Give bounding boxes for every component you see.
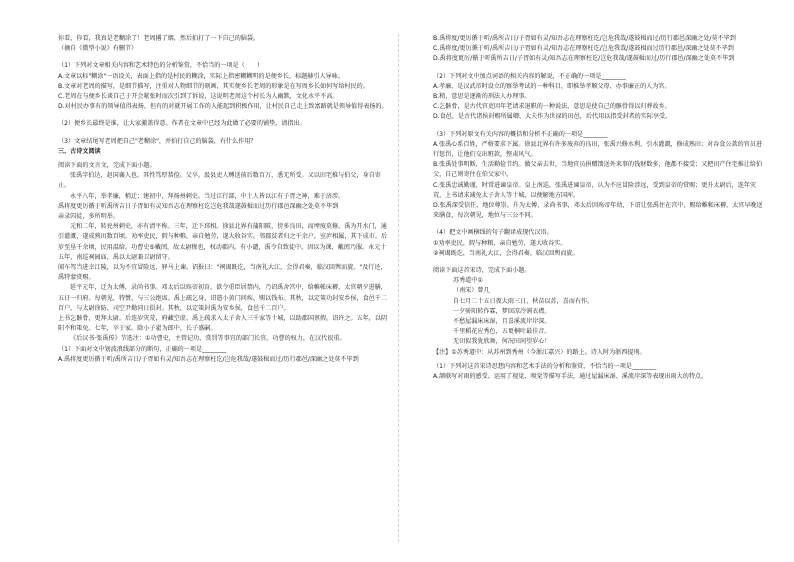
question-4-option-a: A.禹将度更厉循于听/禹所吉日/子胥如有灵/知吾志在理察枉讫/岂危我哉/遂鼓楫而过/历行郡邑/深幽之处莫不毕到 bbox=[58, 355, 359, 363]
question-6-option-b: B.张禹处事明断，生活勤俭节约。做父亲去世，当地官员捐赠馈送外来事的钱财数多，他都不接受；又把田产住宅推让给伯父，自己则寄住在伯父家中。 bbox=[433, 161, 763, 179]
passage-paragraph: 亲录囚徒，多所明举。 bbox=[58, 213, 119, 221]
question-1-option-c: C.老周在与便乡长谈自己于开会紧张时而次引到了诉说，这说明老周这个村长为人幽默，文化水平不高。 bbox=[58, 93, 339, 101]
question-4-option-b: B.禹将度/更厉循于听/禹所吉日/子胥如有灵/知吾志在理察枉讫/岂危我哉/遂鼓楫而过/历行郡邑深幽之处/莫不毕到 bbox=[433, 35, 736, 42]
passage-paragraph: 闻车驾当进幸江陵，以为不宜冒险远，驿马上谏。诏报曰："祠谒既讫，当南礼大江，会得君奏，临汉回舆而旋。"及行还，禹特蒙赏赐。 bbox=[58, 264, 387, 282]
question-1-option-b: B.文章对老周的描写，是细节描写，注重对人物细节的刻画，其实便乡长老周的形象是在写周乡长如何写给村民的。 bbox=[58, 82, 369, 90]
question-5-option-c: C.乞骸骨，是古代官吏因年老请求退职的一种说法，意思是使自己的骸骨得以归葬故乡。 bbox=[433, 103, 671, 111]
poem-subtitle: 自七月二十五日夜大雨三日，秋苗以苏，喜而有作。 bbox=[453, 297, 594, 305]
poem-line: 无田似我犹欣舞，何况田间望岁心！ bbox=[453, 338, 551, 346]
question-1-option-d: D.对村民办事有的领导值得表扬，但有的对就开展工作的人能起到积极作用，让村民自己走上致富路就是领导值得表扬的。 bbox=[58, 103, 388, 111]
poem-title: 苏秀道中① bbox=[453, 277, 483, 285]
passage-paragraph: 元和二年，转兖州刺史，亦有清平称。三年，迁下邳相。徐县北界有蒲阳陂，傍多良田，而堙废莫修。禹为开水门，通引灌溉，遂成熟田数百顷。劝率吏民，假与种粮，亲自勉劳，遂大收谷实。邻郡贫者归之千余户，室庐相属，其下成市。后岁至垦千余顷，民用温给。功曹史⑤戴闰，故太尉掾也，权动郡内。有小谴，禹令自致徒中，因以为课，戴闰乃服。永元十五年，南巡祠园庙，禹以太尉兼卫尉留守。 bbox=[58, 223, 388, 261]
question-4-option-d: D.禹将度更厉/循于听禹所吉日/子胥如有灵/知吾志在理察枉讫/岂危我哉/遂鼓楫而过/历行郡邑/深幽之处莫不毕到 bbox=[433, 55, 735, 63]
question-1-option-a: A.文章以标"糊涂"一语设关，表面上指的是村民的糊涂，实际上指密糊糊明的是便乡长，标题赫引人导咏。 bbox=[58, 72, 344, 80]
poem-line: 不愁屋漏床床湿，且喜溪流岸岸深。 bbox=[453, 318, 551, 326]
question-8-stem: （1）下列对这首宋诗思想内容和艺术手法的分析和鉴赏，不恰当的一项是________ bbox=[433, 362, 657, 370]
question-5-stem: （2）下列对文中加点词语的相关内容的解说，不正确的一项是________ bbox=[433, 72, 626, 80]
passage-note: 《后汉书·张禹传》节选注：①功曹史，主管记功、赏罚等事宜的部门长官。功曹的权力，在汉代很重。 bbox=[70, 335, 346, 343]
question-5-option-b: B.稍，意思是逐渐的刑法人办理事。 bbox=[433, 93, 531, 101]
question-8-option-a: A.颔联写对雨的感受。运用了视觉、嗅觉等描写手法，通过屋漏床湿、溪流岸深等表现出雨大的特点。 bbox=[433, 373, 708, 381]
right-column bbox=[433, 34, 767, 382]
question-6-stem: （3）下列对原文有关内容的概括和分析不正确的一项是________ bbox=[433, 130, 608, 138]
poem-instruction: 阅读下面这首宋诗，完成下面小题。 bbox=[433, 267, 531, 275]
reading-instruction: 阅读下面的文言文，完成下面小题。 bbox=[58, 162, 156, 170]
question-6-option-d: D.张禹深受信任，地位尊崇。升为太傅，录尚书事，邓太后因殇帝年幼，下诏让张禹住在宫中，赐给帷帐床褥，太官早晚送来膳食，每次朝见，地位与三公不同。 bbox=[433, 202, 763, 220]
question-1-stem: （1）下列对文章相关内容和艺术特色的分析鉴赏，不恰当的一项是（ ） bbox=[58, 62, 263, 70]
passage-paragraph: 张禹字伯达，赵国襄人也。其性笃厚恭俭。父卒，汲县吏人赙送前后数百万，悉无所受。又以田宅推与伯父，身自寄止。 bbox=[58, 172, 381, 190]
story-source: （摘自《微型小说》有删节） bbox=[58, 45, 138, 53]
question-6-option-a: A.张禹心系百姓，严格要求下属。徐县北界有许多废弃的良田，张禹兴修水利，引水灌溉，修成熟田；对吞食公款的官员进行惩罚，让他们交出赃款，整肃风气。 bbox=[433, 140, 762, 159]
question-4-option-c: C.禹将度/更厉循于听/禹所吉日/子胥如有灵/知吾志在理察枉讫/岂危我哉/遂鼓楫而过历行郡邑/深幽之处莫不毕到 bbox=[433, 45, 734, 53]
passage-wavy-line: 禹将度更厉循于听禹所吉日子胥如有灵知吾志在理察枉讫岂危我哉遂鼓楫而过历行郡邑深幽之处莫不毕到 bbox=[58, 202, 339, 210]
story-closing-line: 你看，你看，我真是老糊涂了！老周撂了烟，然后拍打了一下自己的脑袋。 bbox=[58, 35, 260, 42]
question-4-stem: （1）下面对文中划波浪线部分的断句，正确的一项是________ bbox=[58, 345, 227, 353]
question-5-option-d: D.食邑，是古代诸侯封赐所属卿、大夫作为世禄的田邑，后代用以指受封者的实际享受。 bbox=[433, 113, 672, 121]
question-7-item-1: ①劝率吏民，假与种粮，亲自勉劳，遂大收谷实。 bbox=[433, 239, 567, 247]
question-5-option-a: A.孝廉，是汉武帝时设立的察举考试的一种科目，即推举孝顺父母、办事廉正的人为官。 bbox=[433, 82, 671, 90]
left-column bbox=[58, 34, 392, 365]
passage-paragraph: 永平八年，举孝廉，稍迁；建初中，拜扬州刺史。当过江行部，中土人皆以江有子胥之神，难于济涉。 bbox=[70, 192, 345, 200]
section-heading: 三、古诗文阅读 bbox=[58, 147, 101, 155]
column-divider bbox=[398, 34, 399, 542]
poem-line: 一夕骄阳转作霖，梦回凉冷润衣襟。 bbox=[453, 307, 551, 315]
question-6-option-c: C.张禹忠诚勤谨，时常进谏皇帝。皇上南巡，张禹进谏皇帝，认为不应冒险涉远，受到皇帝的赏赐；更升太尉后，连年灾荒，上书请求减免太子舍人等十城，以便解地方国库。 bbox=[433, 181, 757, 199]
question-2-stem: （2）便乡长最终是谁，让大家激盖得意。作者在文章中已经为此做了必要的铺垫，请指出。 bbox=[58, 120, 306, 128]
question-7-item-2: ②祠谒既讫，当南礼大江，会得君奏，临汉回舆而旋。 bbox=[433, 249, 579, 257]
poem-line: 千里稻花应秀色，五更桐叶最佳音。 bbox=[453, 328, 551, 336]
poem-author: （南宋）曾几 bbox=[453, 287, 490, 295]
poem-note: 【注】①苏秀道中：从苏州到秀州（今浙江嘉兴）的路上。诗人时为浙西提刑。 bbox=[433, 348, 646, 356]
question-3-stem: （3）文章结尾写老周把自己"老糊涂"，并拍打自己的脑袋，有什么作用？ bbox=[58, 137, 257, 145]
question-7-stem: （4）把文中画横线的句子翻译成现代汉语。 bbox=[433, 229, 553, 237]
passage-paragraph: 上书乞骸骨，更拜太尉。后连岁灾荒，府藏空虚，禹上疏求入太子舍人三千家等十城，以助郡国禀假。诏许之。五年，以阴阳不和策免。七年，卒于家。除小子翟为郎中，长子盛嗣。 bbox=[58, 315, 388, 333]
passage-paragraph: 延平元年，迁为太傅，录尚书事。邓太后以殇帝初育，欲令重臣居禁内，乃诏禹舍宫中，给帷帐床褥，太官朝夕进膳，五日一归府。每朝见，特赞，与三公绝席。禹上疏乞身，诏遣小黄门问疾，赐以钱布。其秋，以定策功封安乡侯，食邑千二百户，与太尉徐防、司空尹勤同日俱封。其秋，以定策封禹为安乡侯，食邑千二百户。 bbox=[58, 284, 388, 312]
